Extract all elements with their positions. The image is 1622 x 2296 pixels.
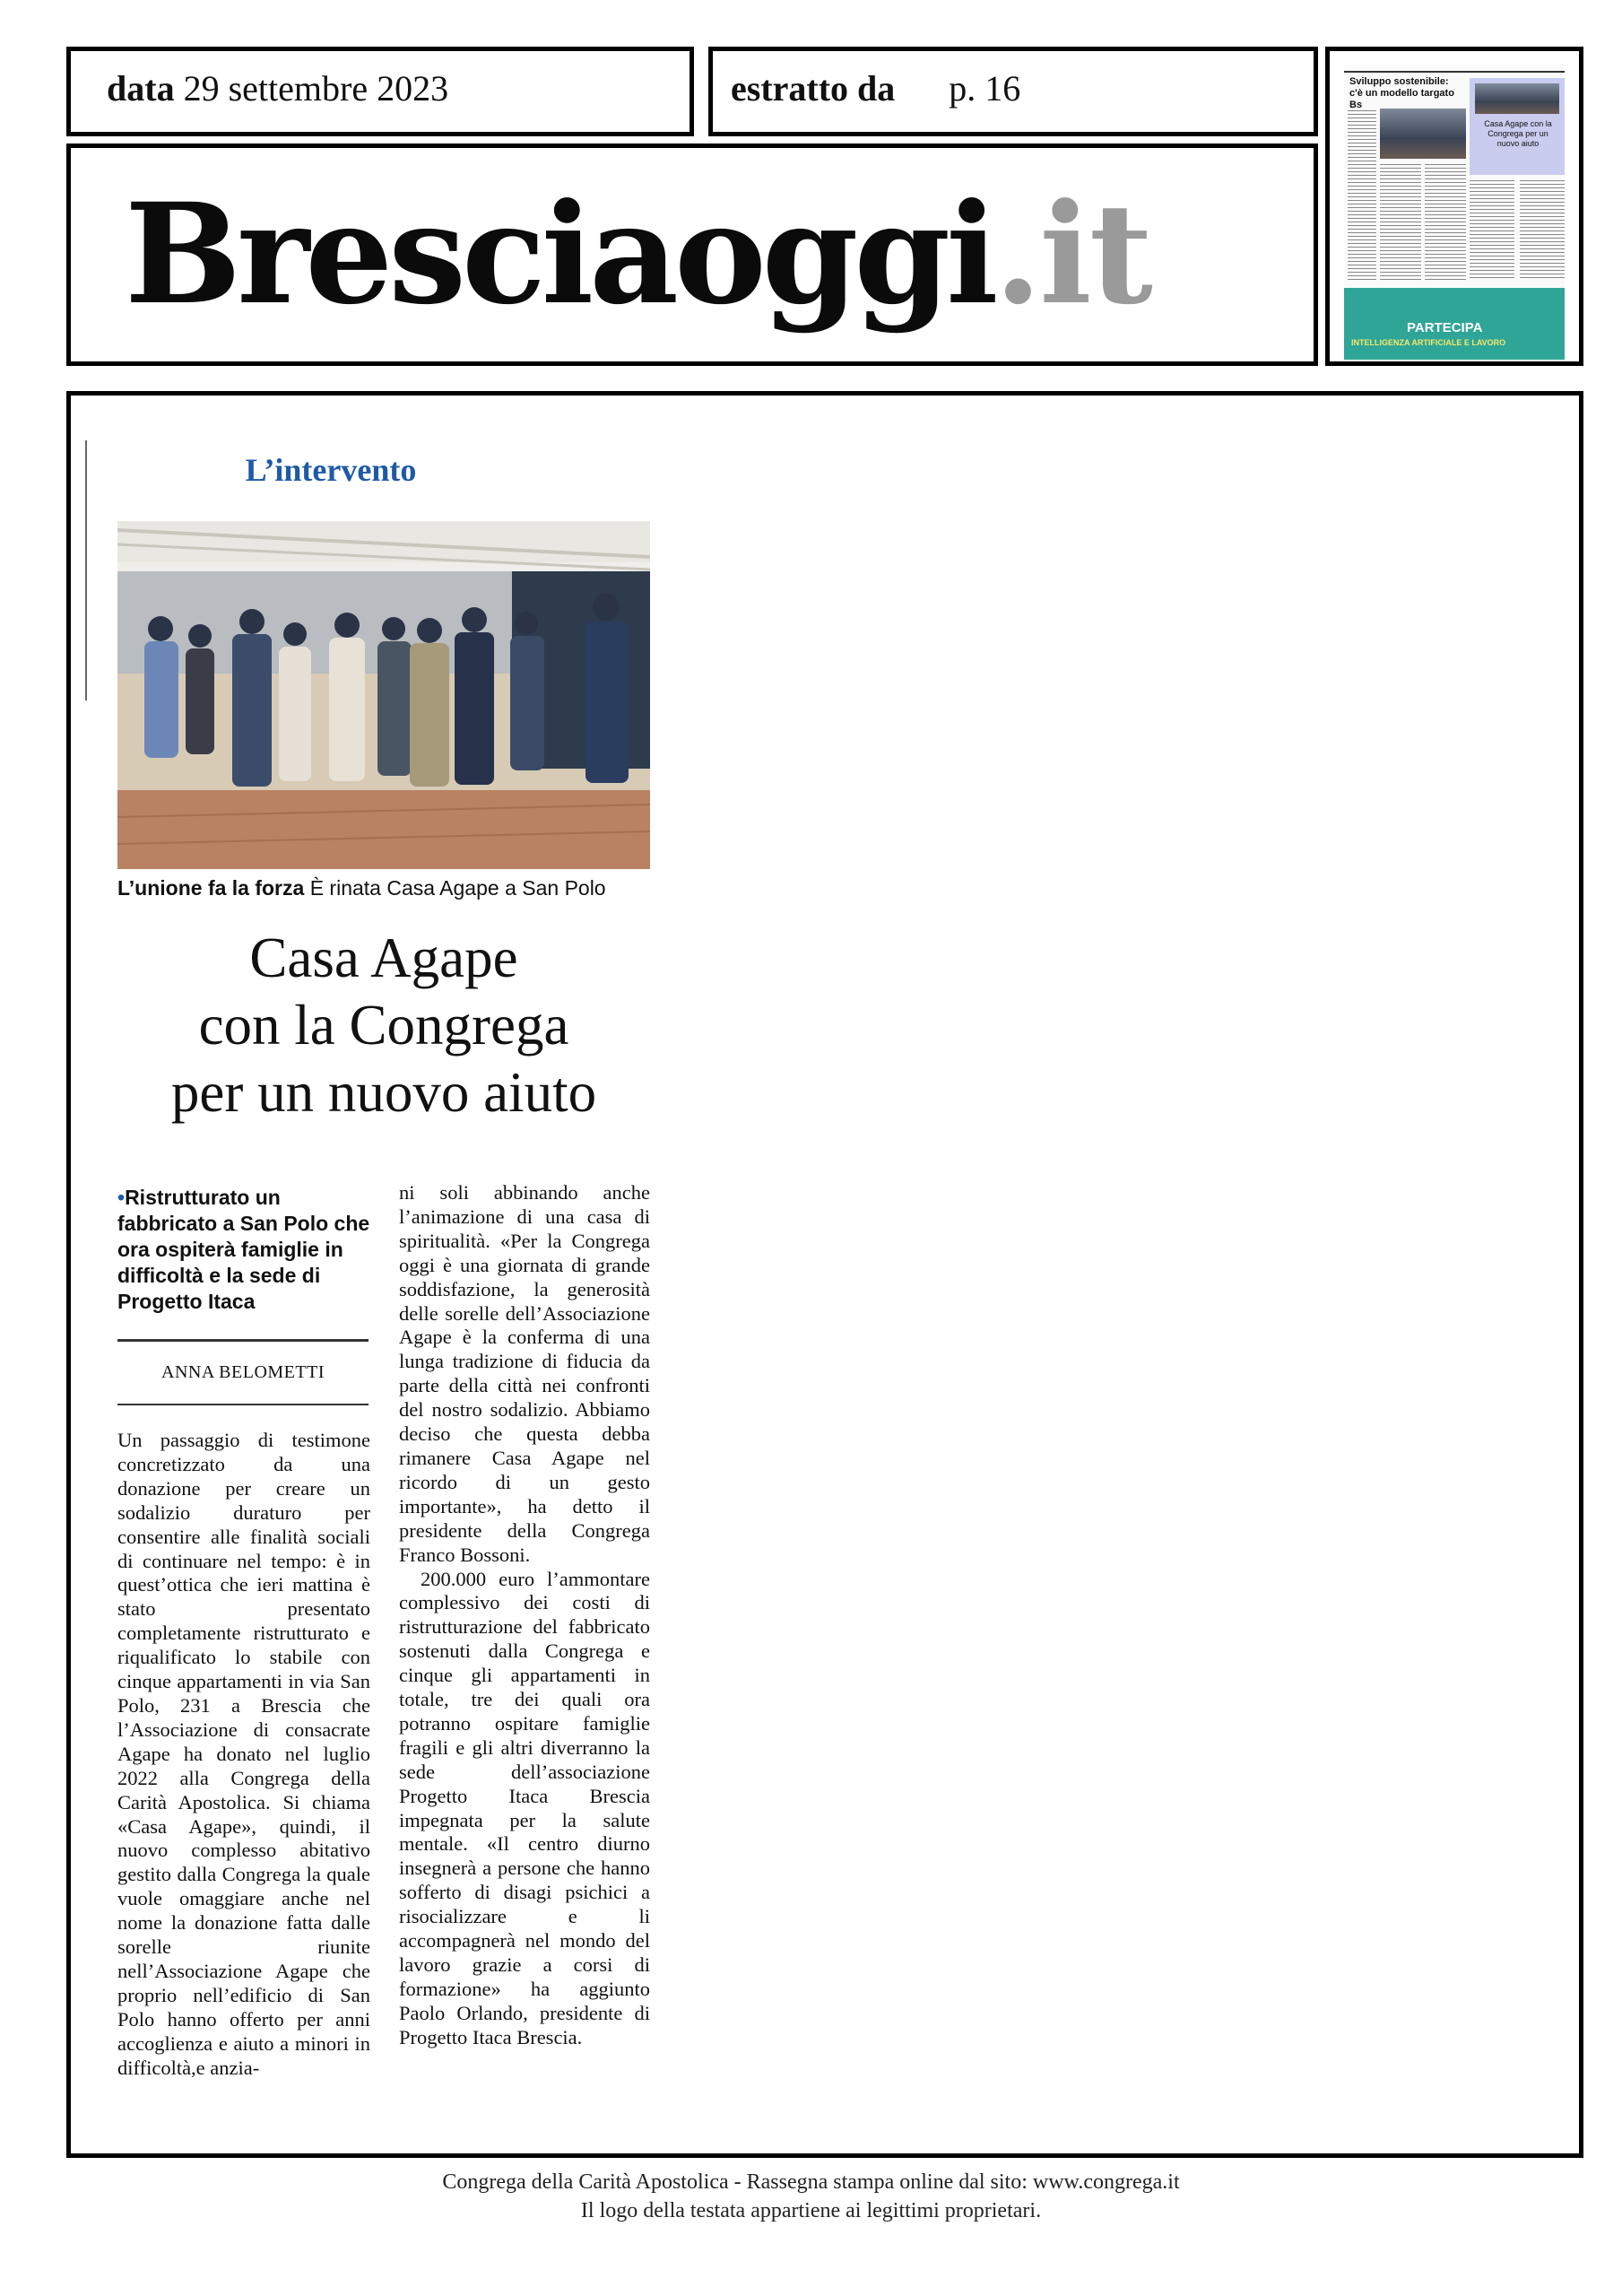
headline-line: Casa Agape — [249, 926, 518, 989]
newspaper-logo — [125, 173, 1150, 335]
column-rule — [85, 440, 87, 700]
date-line — [107, 67, 448, 109]
date-label: data — [107, 68, 175, 109]
photo-caption — [117, 876, 691, 900]
thumb-photo — [1380, 109, 1466, 159]
extract-line — [731, 67, 1020, 109]
thumb-text-col — [1348, 110, 1376, 281]
headline-line: con la Congrega — [198, 994, 569, 1057]
caption-text: È rinata Casa Agape a San Polo — [304, 876, 606, 900]
page-number: p. 16 — [949, 68, 1021, 109]
thumb-headline: Sviluppo sostenibile: c'è un modello targato Bs — [1349, 76, 1454, 110]
article-summary — [117, 1185, 377, 1315]
thumb-side-article — [1470, 78, 1565, 175]
byline-rule-bottom — [117, 1404, 369, 1405]
extract-box — [708, 47, 1318, 136]
date-value: 29 settembre 2023 — [183, 68, 449, 109]
thumb-text-col — [1520, 180, 1565, 281]
caption-bold: L’unione fa la forza — [117, 876, 305, 900]
thumb-advert-sub: INTELLIGENZA ARTIFICIALE E LAVORO — [1351, 338, 1506, 347]
thumb-rule — [1344, 71, 1565, 73]
article-paragraph: 200.000 euro l’ammontare complessivo dei costi di ristrutturazione del fabbricato sostenuti dalla Congrega e cinque gli appartamenti in totale, tre dei quali ora potranno ospitare famiglie fragili e gli altri diverranno la sede dell’associazione Progetto Itaca Brescia impegnata per la salute mentale. «Il centro diurno insegnerà a persone che hanno sofferto di disagi psichici a risocializzare e li accompagnerà nel mondo del lavoro grazie a corsi di formazione» ha aggiunto Paolo Orlando, presidente di Progetto Itaca Brescia. — [399, 1567, 650, 2048]
headline-line: per un nuovo aiuto — [170, 1061, 597, 1124]
thumb-side-photo — [1475, 83, 1559, 114]
summary-text: Ristrutturato un fabbricato a San Polo che ora ospiterà famiglie in difficoltà e la sede di Progetto Itaca — [117, 1186, 370, 1313]
page-thumbnail-box — [1325, 47, 1583, 366]
thumb-text-col — [1380, 164, 1421, 281]
group-photo-image — [117, 521, 650, 869]
masthead-box — [66, 144, 1318, 366]
thumb-text-col — [1470, 180, 1514, 281]
thumb-advert — [1344, 288, 1565, 360]
article-column-left — [117, 1429, 370, 2080]
article-paragraph: ni soli abbinando anche l’animazione di una casa di spiritualità. «Per la Congrega oggi è una giornata di grande soddisfazione, la generosità delle sorelle dell’Associazione Agape è la conferma di una lunga tradizione di fiducia da parte della città nei confronti del nostro sodalizio. Abbiamo deciso che questa debba rimanere Casa Agape nel ricordo di un gesto importante», ha detto il presidente della Congrega Franco Bossoni. — [399, 1181, 650, 1566]
thumb-advert-label: PARTECIPA — [1407, 320, 1483, 335]
article-kicker: L’intervento — [245, 452, 417, 488]
summary-bullet: • — [117, 1186, 126, 1209]
footer-source: Congrega della Carità Apostolica - Rassegna stampa online dal sito: www.congrega.it — [442, 2170, 1180, 2194]
logo-tld: .it — [993, 173, 1150, 335]
article-box — [66, 391, 1583, 2158]
thumb-side-headline: Casa Agape con la Congrega per un nuovo aiuto — [1484, 119, 1552, 148]
article-column-right — [399, 1181, 650, 2050]
article-headline — [117, 925, 650, 1126]
article-paragraph: Un passaggio di testimone concretizzato da una donazione per creare un sodalizio duraturo per consentire alle finalità sociali di continuare nel tempo: è in quest’ottica che ieri mattina è stato presentato completamente ristrutturato e riqualificato lo stabile con cinque appartamenti in via San Polo, 231 a Brescia che l’Associazione di consacrate Agape ha donato nel luglio 2022 alla Congrega della Carità Apostolica. Si chiama «Casa Agape», quindi, il nuovo complesso abitativo gestito dalla Congrega la quale vuole omaggiare anche nel nome la donazione fatta dalle sorelle riunite nell’Associazione Agape che proprio nell’edificio di San Polo hanno offerto per anni accoglienza e aiuto a minori in difficoltà,e anzia- — [117, 1429, 370, 2079]
logo-brand: Bresciaoggi — [125, 173, 994, 335]
date-box — [66, 47, 694, 136]
page-thumbnail — [1344, 64, 1565, 349]
article-byline: ANNA BELOMETTI — [161, 1362, 325, 1382]
byline-rule-top — [117, 1339, 369, 1342]
thumb-text-col — [1425, 164, 1466, 281]
footer-disclaimer: Il logo della testata appartiene ai legittimi proprietari. — [580, 2199, 1042, 2222]
extract-label: estratto da — [731, 68, 896, 109]
article-photo — [117, 521, 650, 869]
